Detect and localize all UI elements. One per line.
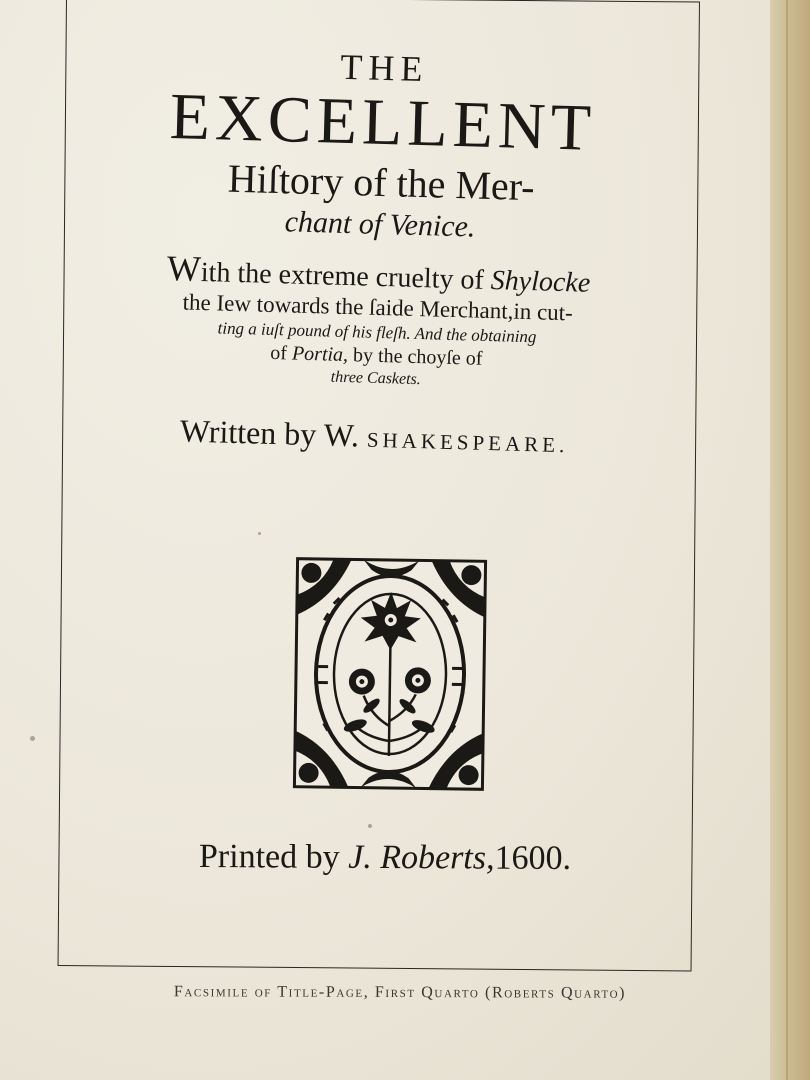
title-history: Hiſtory of the Mer-: [227, 155, 536, 210]
imprint-line: [70, 834, 700, 881]
title-the: THE: [339, 46, 429, 90]
printer-name: J. Roberts,: [348, 838, 495, 877]
page-edge-line: [786, 0, 788, 1080]
subtitle-text: ith the extreme cruelty of: [200, 256, 492, 297]
portia-prefix: of: [270, 341, 293, 365]
printers-device-carnation-icon: [290, 555, 489, 794]
paper-speck: [368, 824, 372, 828]
imprint-year: 1600.: [494, 839, 572, 877]
subtitle-jew-line: the Iew towards the ſaide Merchant,in cut-: [182, 289, 574, 326]
subtitle-initial: W: [166, 248, 202, 289]
subtitle-caskets: three Caskets.: [330, 368, 422, 389]
portia-suffix: by the choyſe of: [347, 344, 483, 370]
subtitle-flesh-line: ting a iuſt pound of his fleſh. And the obtaining: [217, 318, 537, 347]
printed-by: Printed by: [198, 838, 349, 876]
portia-name: Portia,: [291, 342, 349, 367]
paper-speck: [30, 736, 35, 741]
title-block: [59, 39, 700, 468]
paper-speck: [258, 532, 261, 535]
title-excellent: EXCELLENT: [168, 80, 597, 165]
title-merchant: chant of Venice.: [284, 205, 476, 244]
written-by: Written by W.: [179, 412, 360, 454]
facsimile-caption: Facsimile of Title-Page, First Quarto (Roberts Quarto): [173, 983, 627, 1002]
subtitle-shylocke: Shylocke: [490, 265, 591, 299]
page-edge: [770, 0, 810, 1080]
author-name: SHAKESPEARE.: [366, 427, 569, 458]
